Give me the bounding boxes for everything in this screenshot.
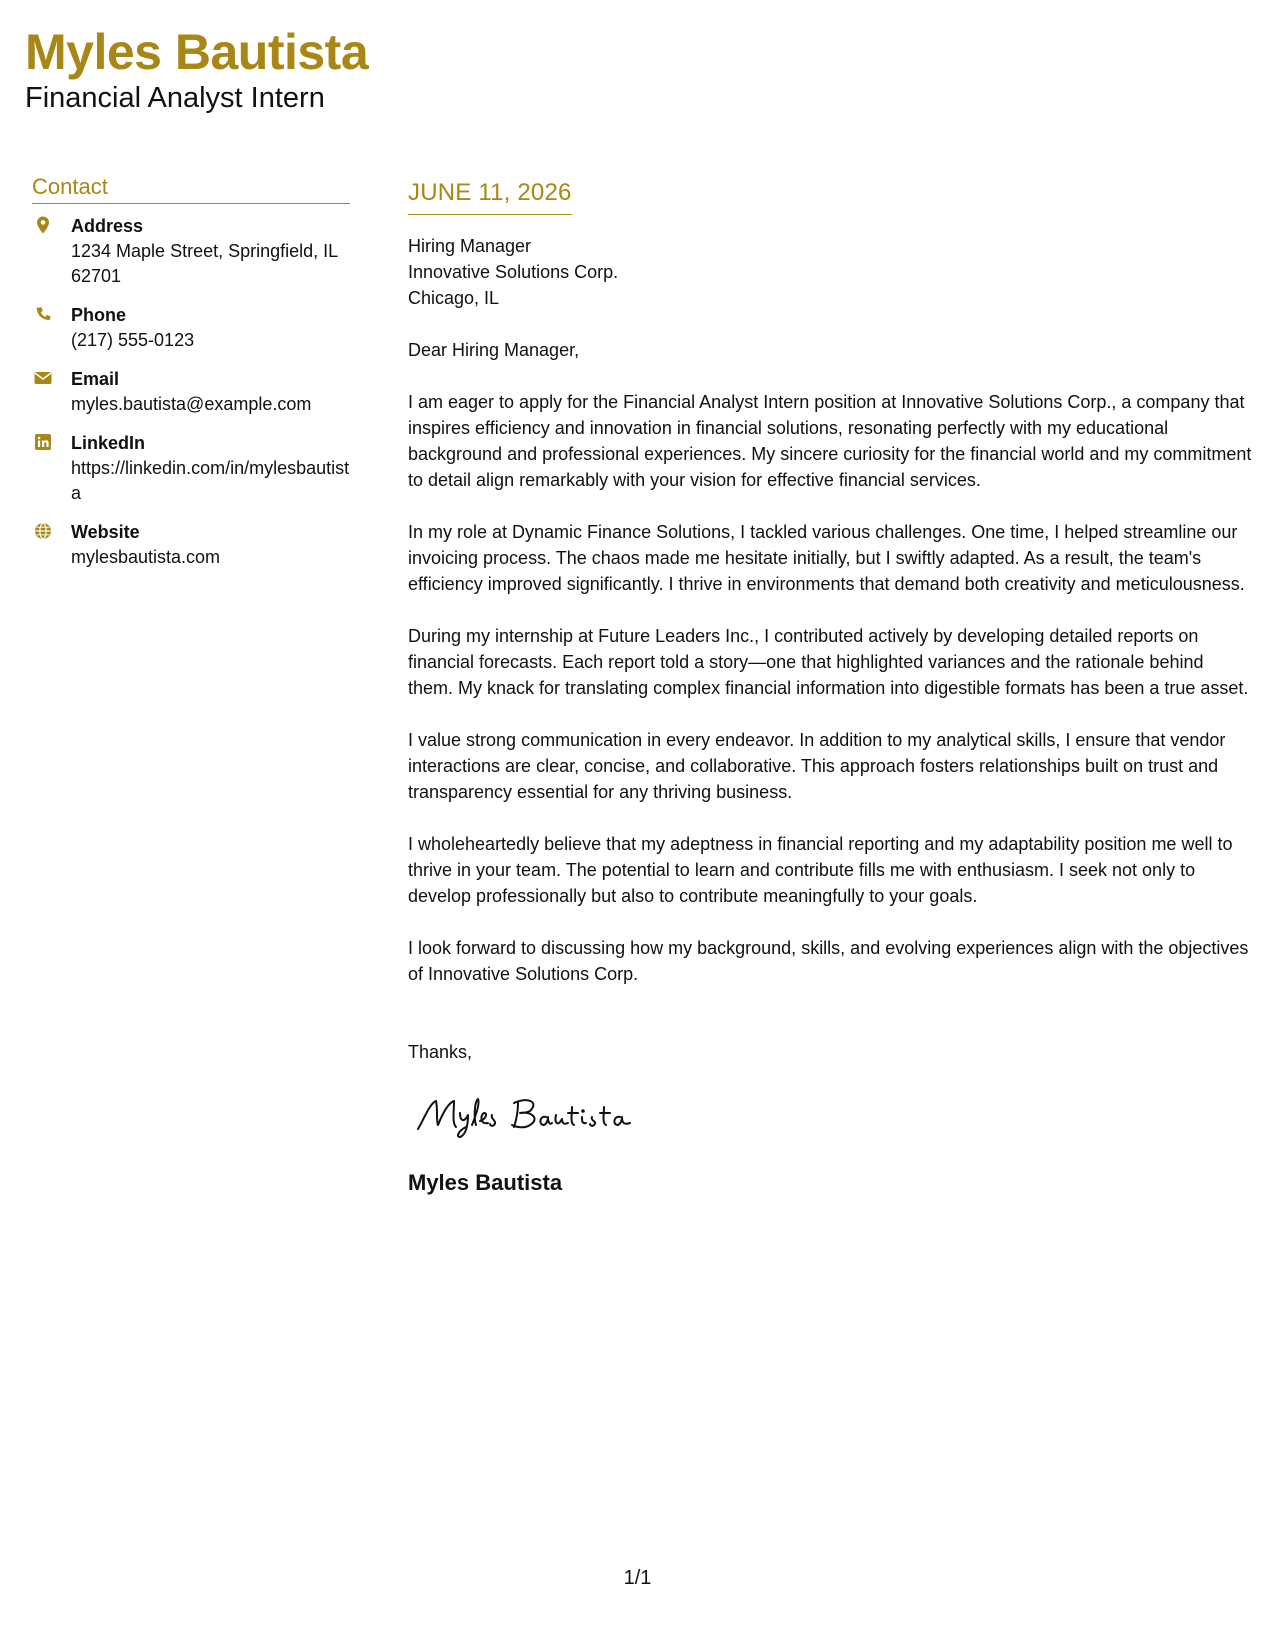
recipient-name: Hiring Manager xyxy=(408,236,532,256)
salutation: Dear Hiring Manager, xyxy=(408,340,580,360)
location-pin-icon xyxy=(34,216,52,234)
globe-icon xyxy=(34,522,52,540)
applicant-name: Myles Bautista xyxy=(25,24,369,80)
letter-date: JUNE 11, 2026 xyxy=(408,178,572,215)
body-paragraph: I look forward to discussing how my background, skills, and evolving experiences align with the objectives of Innovative Solutions Corp. xyxy=(408,938,1249,984)
contact-value[interactable]: https://linkedin.com/in/mylesbautista xyxy=(71,458,350,503)
recipient-company: Innovative Solutions Corp. xyxy=(408,262,619,282)
phone-icon xyxy=(34,305,52,323)
closing: Thanks, xyxy=(408,1042,473,1062)
contact-label: LinkedIn xyxy=(71,433,146,453)
contact-heading: Contact xyxy=(32,174,350,204)
contact-label: Website xyxy=(71,522,140,542)
contact-label: Address xyxy=(71,216,144,236)
contact-value[interactable]: mylesbautista.com xyxy=(71,547,221,567)
letter-body xyxy=(408,178,1253,1197)
handwritten-signature xyxy=(414,1091,1253,1141)
recipient-block xyxy=(408,233,1253,311)
contact-value: 1234 Maple Street, Springfield, IL 62701 xyxy=(71,241,338,286)
linkedin-icon xyxy=(34,433,52,451)
contact-email xyxy=(32,367,350,417)
contact-value[interactable]: myles.bautista@example.com xyxy=(71,394,312,414)
job-title: Financial Analyst Intern xyxy=(25,82,325,114)
contact-linkedin xyxy=(32,431,350,506)
body-paragraph: I value strong communication in every endeavor. In addition to my analytical skills, I ensure that vendor interactions are clear, concise, and collaborative. This approach fosters relationships built on trust and transparency essential for any thriving business. xyxy=(408,730,1226,802)
body-paragraph: In my role at Dynamic Finance Solutions, I tackled various challenges. One time, I helped streamline our invoicing process. The chaos made me hesitate initially, but I swiftly adapted. As a result, the team's efficiency improved significantly. I thrive in environments that demand both creativity and meticulousness. xyxy=(408,522,1245,594)
contact-label: Email xyxy=(71,369,120,389)
body-paragraph: I am eager to apply for the Financial Analyst Intern position at Innovative Solutions Corp., a company that inspires efficiency and innovation in financial solutions, resonating perfectly with my educational background and professional experiences. My sincere curiosity for the financial world and my commitment to detail align remarkably with your vision for effective financial services. xyxy=(408,392,1252,490)
contact-sidebar xyxy=(32,174,350,584)
signer-name: Myles Bautista xyxy=(408,1170,563,1195)
contact-phone xyxy=(32,303,350,353)
contact-address xyxy=(32,214,350,289)
page-number: 1/1 xyxy=(623,1567,652,1589)
contact-label: Phone xyxy=(71,305,127,325)
body-paragraph: During my internship at Future Leaders Inc., I contributed actively by developing detailed reports on financial forecasts. Each report told a story—one that highlighted variances and the rationale behind them. My knack for translating complex financial information into digestible formats has been a true asset. xyxy=(408,626,1249,698)
contact-website xyxy=(32,520,350,570)
body-paragraph: I wholeheartedly believe that my adeptness in financial reporting and my adaptability position me well to thrive in your team. The potential to learn and contribute fills me with enthusiasm. I seek not only to develop professionally but also to contribute meaningfully to your goals. xyxy=(408,834,1233,906)
envelope-icon xyxy=(34,369,52,387)
contact-value: (217) 555-0123 xyxy=(71,330,195,350)
recipient-location: Chicago, IL xyxy=(408,288,500,308)
